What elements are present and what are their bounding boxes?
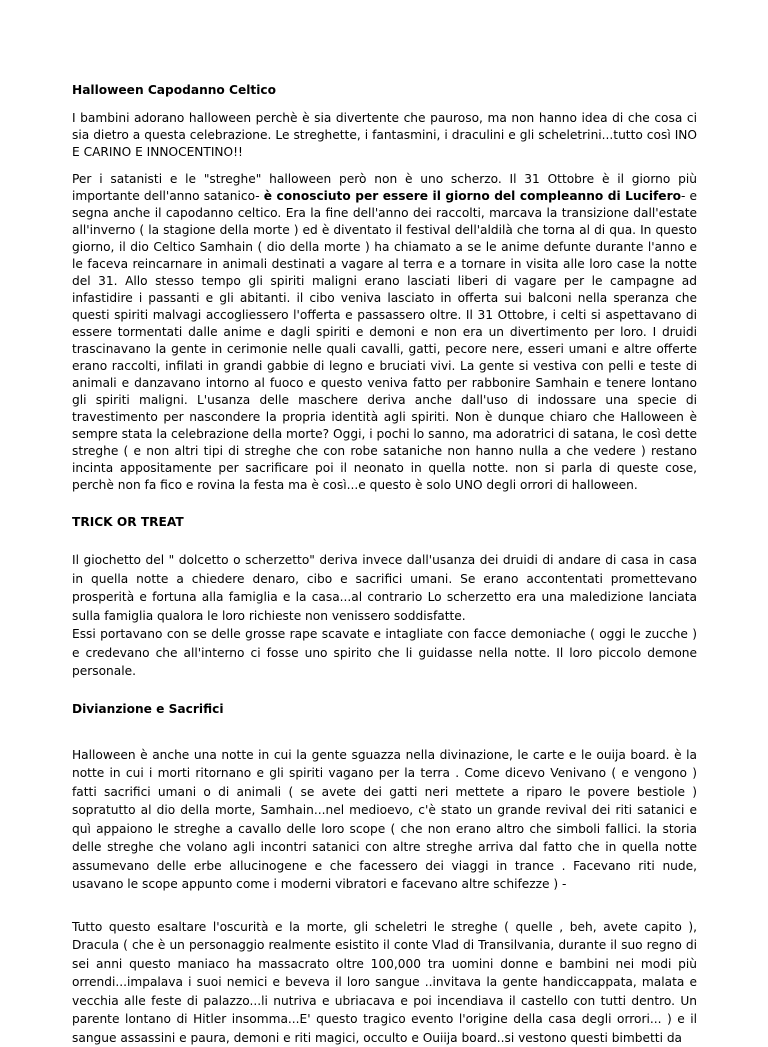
satanic-paragraph: [72, 171, 697, 494]
heading-divinazione: Divianzione e Sacrifici: [72, 701, 697, 718]
closing-paragraph: Tutto questo esaltare l'oscurità e la morte, gli scheletri le streghe ( quelle , beh, avete capito ), Dracula ( che è un personaggio realmente esistito il conte Vlad di Transilvania, durante il suo regno di sei anni questo maniaco ha massacrato oltre 100,000 tra uomini donne e bambini nei modi più orrendi...impalava i suoi nemici e beveva il loro sangue ..invitava la gente handiccappata, malata e vecchia alle feste di palazzo...li nutriva e ubriacava e poi incendiava il castello con tutti dentro. Un parente lontano di Hitler insomma...E' questo tragico evento l'origine della casa degli orrori... ) e il sangue assassini e paura, demoni e riti magici, occulto e Ouiija board..si vestono questi bimbetti da: [72, 918, 697, 1047]
divination-paragraph: Halloween è anche una notte in cui la gente sguazza nella divinazione, le carte e le ouija board. è la notte in cui i morti ritornano e gli spiriti vagano per la terra . Come dicevo Venivano ( e vengono ) fatti sacrifici umani o di animali ( se avete dei gatti neri mettete a riparo le povere bestiole ) sopratutto al dio della morte, Samhain...nel medioevo, c'è stato un grande revival dei riti satanici e quì appaiono le streghe a cavallo delle loro scope ( che non erano altro che simboli fallici. la storia delle streghe che volano agli incontri satanici con altre streghe arriva dal fatto che in quella notte assumevano delle erbe allucinogene e che facessero dei viaggi in trance . Facevano riti nude, usavano le scope appunto come i moderni vibratori e facevano altre schifezze ) -: [72, 746, 697, 894]
document-page: [72, 82, 697, 1047]
title: Halloween Capodanno Celtico: [72, 82, 697, 99]
trick-paragraph-a: Il giochetto del " dolcetto o scherzetto" deriva invece dall'usanza dei druidi di andare di casa in casa in quella notte a chiedere denaro, cibo e sacrifici umani. Se erano accontentati promettevano prosperità e fortuna alla famiglia e la casa...al contrario Lo scherzetto era una maledizione lanciata sulla famiglia qualora le loro richieste non venissero soddisfatte.: [72, 551, 697, 625]
trick-paragraph-b: Essi portavano con se delle grosse rape scavate e intagliate con facce demoniache ( oggi le zucche ) e credevano che all'interno ci fosse uno spirito che li guidasse nella notte. Il loro piccolo demone personale.: [72, 625, 697, 681]
heading-trick-or-treat: TRICK OR TREAT: [72, 514, 697, 531]
satanic-paragraph-text-b: - e segna anche il capodanno celtico. Era la fine dell'anno dei raccolti, marcava la transizione dall'estate all'inverno ( la stagione della morte ) ed è diventato il festival dell'aldilà che torna al di qua. In questo giorno, il dio Celtico Samhain ( dio della morte ) ha chiamato a se le anime defunte durante l'anno e le faceva reincarnare in animali destinati a vagare al terra e a tornare in visita alle loro case la notte del 31. Allo stesso tempo gli spiriti maligni erano lasciati liberi di vagare per le campagne ad infastidire i passanti e gli abitanti. il cibo veniva lasciato in offerta sui balconi nella speranza che questi spiriti malvagi accogliessero l'offerta e passassero oltre. Il 31 Ottobre, i celti si aspettavano di essere tormentati dalle anime e dagli spiriti e demoni e non era un divertimento per loro. I druidi trascinavano la gente in cerimonie nelle quali cavalli, gatti, pecore nere, esseri umani e altre offerte erano raccolti, infilati in grandi gabbie di legno e bruciati vivi. La gente si vestiva con pelli e teste di animali e danzavano intorno al fuoco e questo veniva fatto per rabbonire Samhain e tenere lontano gli spiriti maligni. L'usanza delle maschere deriva anche dall'uso di indossare una specie di travestimento per nascondere la propria identità agli spiriti. Non è dunque chiaro che Halloween è sempre stata la celebrazione della morte? Oggi, i pochi lo sanno, ma adoratrici di satana, le così dette streghe ( e non altri tipi di streghe che con robe sataniche non hanno nulla a che vedere ) restano incinta appositamente per sacrificare poi il neonato in quella notte. non si parla di queste cose, perchè non fa fico e rovina la festa ma è così...e questo è solo UNO degli orrori di halloween.: [72, 189, 697, 492]
intro-paragraph: I bambini adorano halloween perchè è sia divertente che pauroso, ma non hanno idea di che cosa ci sia dietro a questa celebrazione. Le streghette, i fantasmini, i draculini e gli scheletrini...tutto così INO E CARINO E INNOCENTINO!!: [72, 110, 697, 161]
satanic-paragraph-text-a: Per i satanisti e le "streghe" halloween però non è uno scherzo. Il 31 Ottobre è il giorno più importante dell'anno satanico-: [72, 172, 697, 203]
lucifer-bold-text: è conosciuto per essere il giorno del compleanno di Lucifero: [264, 189, 681, 203]
